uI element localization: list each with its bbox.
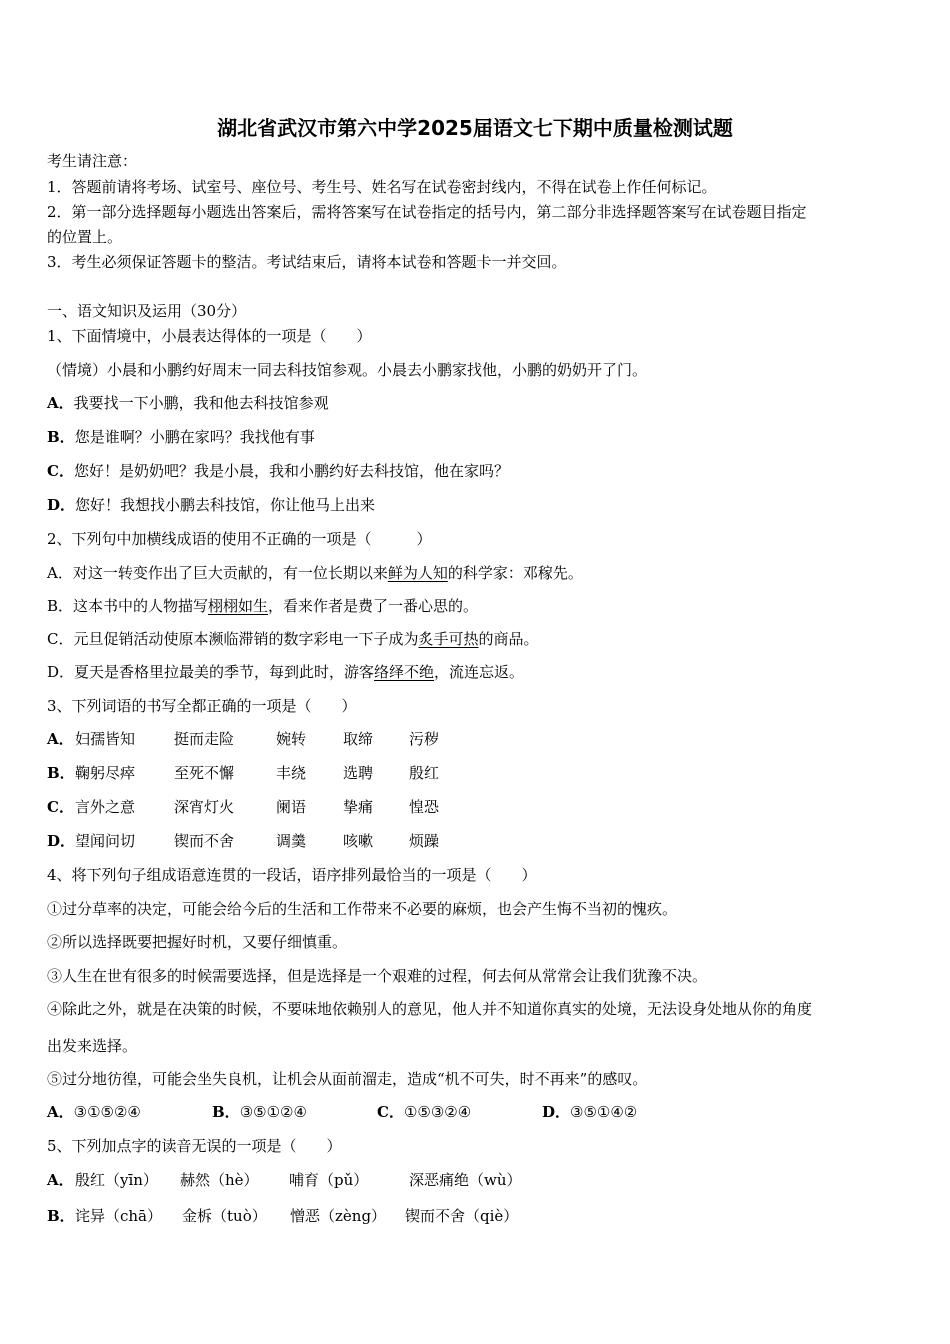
q4-sentence-2: ②所以选择既要把握好时机，又要仔细慎重。 xyxy=(47,933,348,951)
word: 妇孺皆知 xyxy=(75,730,136,748)
underlined-idiom: 栩栩如生 xyxy=(208,597,269,615)
sentence-text: B．这本书中的人物描写 xyxy=(47,597,209,615)
word: 选聘 xyxy=(343,764,374,782)
option-text: 您是谁啊？小鹏在家吗？我找他有事 xyxy=(74,428,315,446)
sentence-text: D．夏天是香格里拉最美的季节，每到此时，游客 xyxy=(47,663,375,681)
q2-stem: 2、下列句中加横线成语的使用不正确的一项是（ ） xyxy=(47,530,432,548)
word: 调羹 xyxy=(276,832,307,850)
q1-option-a xyxy=(47,393,329,413)
pinyin-item: 殷红（yīn） xyxy=(75,1171,158,1189)
underlined-idiom: 络绎不绝 xyxy=(374,663,435,681)
option-label: C． xyxy=(377,1103,404,1121)
option-label: C． xyxy=(47,798,74,816)
q2-option-d xyxy=(47,662,524,682)
option-label: A． xyxy=(47,1103,74,1121)
pinyin-item: 哺育（pǔ） xyxy=(289,1171,369,1189)
q5-stem: 5、下列加点字的读音无误的一项是（ ） xyxy=(47,1137,342,1155)
pinyin-item: 赫然（hè） xyxy=(180,1171,259,1189)
option-label: D． xyxy=(47,832,76,850)
option-label: B． xyxy=(47,764,75,782)
word: 污秽 xyxy=(409,730,440,748)
option-label: B． xyxy=(47,428,75,446)
option-text: 您好！我想找小鹏去科技馆，你让他马上出来 xyxy=(75,496,376,514)
notice-item-2-cont: 的位置上。 xyxy=(47,228,123,246)
q4-sentence-4: ④除此之外，就是在决策的时候，不要味地依赖别人的意见，他人并不知道你真实的处境，无法设身处地从你的角度 xyxy=(47,1000,813,1018)
notice-item-2: 2．第一部分选择题每小题选出答案后，需将答案写在试卷指定的括号内，第二部分非选择题答案写在试卷题目指定 xyxy=(47,203,807,221)
sentence-text: C．元旦促销活动使原本濒临滞销的数字彩电一下子成为 xyxy=(47,630,419,648)
q2-option-b xyxy=(47,596,478,616)
word: 鞠躬尽瘁 xyxy=(75,764,136,782)
q4-stem: 4、将下列句子组成语意连贯的一段话，语序排列最恰当的一项是（ ） xyxy=(47,866,537,884)
word: 挺而走险 xyxy=(174,730,235,748)
pinyin-item: 深恶痛绝（wù） xyxy=(409,1171,522,1189)
word: 烦躁 xyxy=(409,832,440,850)
sentence-text: ，流连忘返。 xyxy=(434,663,525,681)
notice-heading: 考生请注意： xyxy=(47,152,138,170)
option-label: D． xyxy=(47,496,76,514)
sentence-text: A．对这一转变作出了巨大贡献的，有一位长期以来 xyxy=(47,564,388,582)
sentence-text: ，看来作者是费了一番心思的。 xyxy=(268,597,479,615)
option-text: ③⑤①④② xyxy=(570,1103,638,1121)
option-label: B． xyxy=(212,1103,240,1121)
q4-sentence-5: ⑤过分地彷徨，可能会坐失良机，让机会从面前溜走，造成“机不可失，时不再来”的感叹。 xyxy=(47,1070,648,1088)
option-text: ③⑤①②④ xyxy=(239,1103,307,1121)
word: 惶恐 xyxy=(409,798,440,816)
word: 丰绕 xyxy=(276,764,307,782)
word: 锲而不舍 xyxy=(174,832,235,850)
word: 咳嗽 xyxy=(343,832,374,850)
option-text: 您好！是奶奶吧？我是小晨，我和小鹏约好去科技馆，他在家吗？ xyxy=(73,462,509,480)
q4-option-d xyxy=(542,1102,637,1122)
exam-title: 湖北省武汉市第六中学2025届语文七下期中质量检测试题 xyxy=(217,116,733,140)
q1-option-d xyxy=(47,495,375,515)
section-heading: 一、语文知识及运用（30分） xyxy=(47,302,247,320)
q1-stem: 1、下面情境中，小晨表达得体的一项是（ ） xyxy=(47,327,372,345)
q4-option-a xyxy=(47,1102,141,1122)
option-label: A． xyxy=(47,394,74,412)
underlined-idiom: 鲜为人知 xyxy=(387,564,448,582)
q1-option-c xyxy=(47,461,509,481)
word: 婉转 xyxy=(276,730,307,748)
q4-option-c xyxy=(377,1102,471,1122)
option-text: 我要找一下小鹏，我和他去科技馆参观 xyxy=(73,394,329,412)
sentence-text: 的科学家：邓稼先。 xyxy=(447,564,583,582)
word: 至死不懈 xyxy=(174,764,235,782)
word: 挚痛 xyxy=(343,798,374,816)
q2-option-a xyxy=(47,563,583,583)
word: 深宵灯火 xyxy=(174,798,235,816)
notice-item-1: 1．答题前请将考场、试室号、座位号、考生号、姓名写在试卷密封线内，不得在试卷上作任何标记。 xyxy=(47,178,717,196)
word: 阑语 xyxy=(276,798,307,816)
option-label: B． xyxy=(47,1207,75,1225)
word: 殷红 xyxy=(409,764,440,782)
pinyin-item: 锲而不舍（qiè） xyxy=(405,1207,519,1225)
sentence-text: 的商品。 xyxy=(478,630,539,648)
pinyin-item: 诧异（chā） xyxy=(75,1207,163,1225)
option-text: ③①⑤②④ xyxy=(73,1103,141,1121)
word: 望闻问切 xyxy=(75,832,136,850)
word: 取缔 xyxy=(343,730,374,748)
q1-context: （情境）小晨和小鹏约好周末一同去科技馆参观。小晨去小鹏家找他，小鹏的奶奶开了门。 xyxy=(47,361,648,379)
q2-option-c xyxy=(47,629,539,649)
option-label: D． xyxy=(542,1103,571,1121)
option-text: ①⑤③②④ xyxy=(403,1103,472,1121)
q4-option-b xyxy=(212,1102,307,1122)
q4-sentence-3: ③人生在世有很多的时候需要选择，但是选择是一个艰难的过程，何去何从常常会让我们犹豫不决。 xyxy=(47,967,708,985)
option-label: A． xyxy=(47,730,74,748)
pinyin-item: 憎恶（zèng） xyxy=(290,1207,387,1225)
q4-sentence-1: ①过分草率的决定，可能会给今后的生活和工作带来不必要的麻烦，也会产生悔不当初的愧疚。 xyxy=(47,900,678,918)
q4-sentence-4-cont: 出发来选择。 xyxy=(47,1037,138,1055)
word: 言外之意 xyxy=(75,798,136,816)
option-label: C． xyxy=(47,462,74,480)
notice-item-3: 3．考生必须保证答题卡的整洁。考试结束后，请将本试卷和答题卡一并交回。 xyxy=(47,253,567,271)
pinyin-item: 金柝（tuò） xyxy=(182,1207,267,1225)
underlined-idiom: 炙手可热 xyxy=(418,630,479,648)
q3-stem: 3、下列词语的书写全都正确的一项是（ ） xyxy=(47,697,357,715)
option-label: A． xyxy=(47,1171,74,1189)
q1-option-b xyxy=(47,427,315,447)
